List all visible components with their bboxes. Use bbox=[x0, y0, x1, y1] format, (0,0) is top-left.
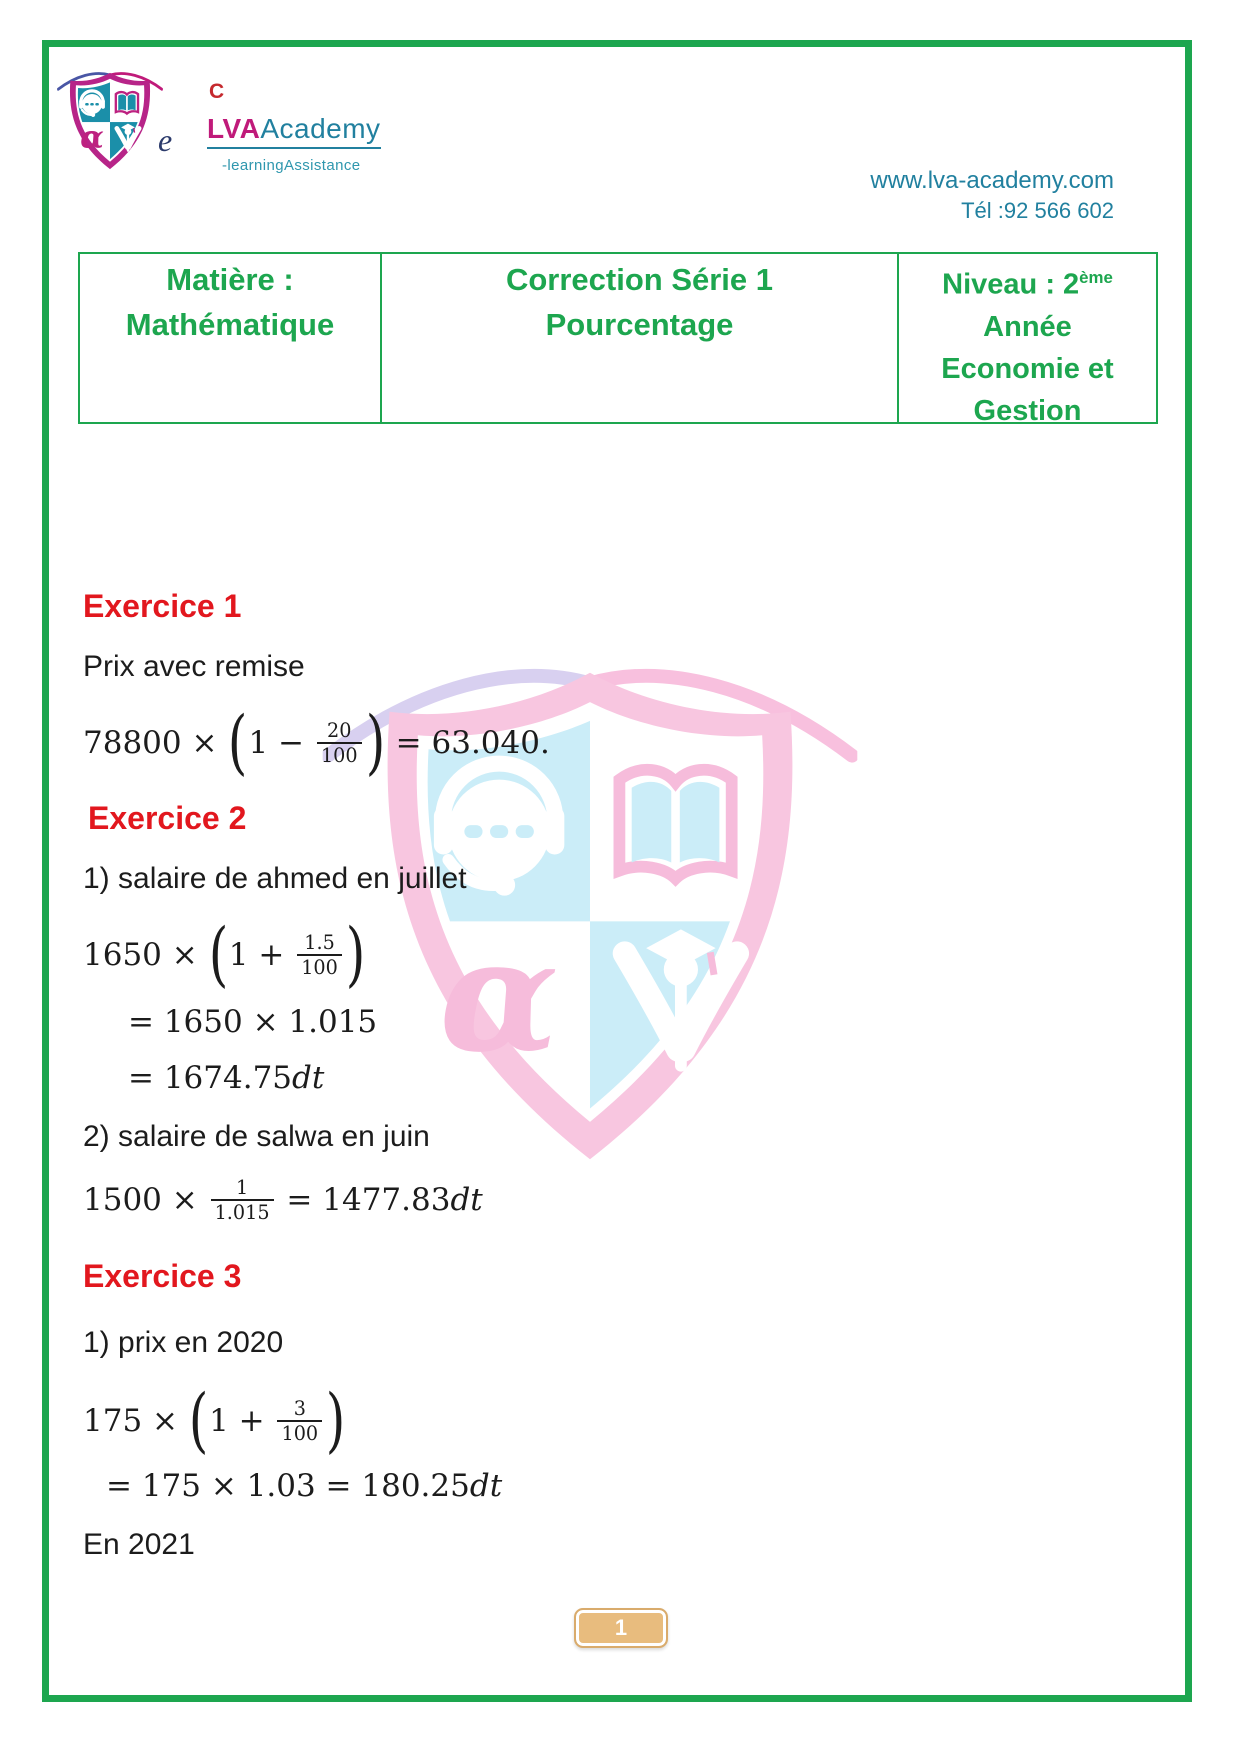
exercise2-heading: Exercice 2 bbox=[88, 800, 247, 836]
brand-lva: LVA bbox=[207, 113, 261, 144]
exercise3-note-2021: En 2021 bbox=[83, 1528, 195, 1561]
title-cell bbox=[382, 254, 899, 422]
exercise2-question2: 2) salaire de salwa en juin bbox=[83, 1120, 430, 1153]
website-url: www.lva-academy.com bbox=[870, 167, 1114, 194]
brand-wordmark bbox=[207, 114, 381, 149]
subject-value: Mathématique bbox=[125, 307, 335, 342]
formula-salary-july-step2: = 1650 × 1.015 bbox=[128, 1004, 378, 1040]
formula-price-2020-result: = 175 × 1.03 = 180.25 dt bbox=[106, 1468, 503, 1504]
level-line1: Niveau : 2ème bbox=[942, 268, 1113, 301]
level-line3: Economie et bbox=[941, 352, 1114, 385]
page-number-badge bbox=[574, 1608, 668, 1648]
doc-title-line1: Correction Série 1 bbox=[505, 262, 774, 297]
subject-cell bbox=[80, 254, 382, 422]
formula-salary-july: 1650 × ( 1 + $\frac{1.5}{100}$ ) bbox=[83, 914, 366, 995]
exercise1-heading: Exercice 1 bbox=[83, 588, 242, 624]
exercise3-heading: Exercice 3 bbox=[83, 1258, 242, 1294]
exercise2-question1: 1) salaire de ahmed en juillet bbox=[83, 862, 467, 895]
subject-label: Matière : bbox=[166, 262, 294, 297]
brand-tagline: -learningAssistance bbox=[222, 157, 361, 174]
logo-letter-c: C bbox=[209, 80, 226, 103]
brand-academy: Academy bbox=[260, 113, 381, 144]
formula-salary-june: 1500 × $\frac{1}{1.015}$ = 1477.83 dt bbox=[83, 1176, 483, 1225]
level-cell bbox=[899, 254, 1156, 427]
logo-script-letter: e bbox=[158, 122, 173, 158]
info-table bbox=[78, 252, 1158, 427]
level-line2: Année bbox=[983, 310, 1072, 343]
formula-salary-july-result: = 1674.75 dt bbox=[128, 1060, 325, 1096]
lva-logo bbox=[54, 66, 166, 176]
page-number: 1 bbox=[614, 1615, 628, 1640]
level-superscript: ème bbox=[1079, 268, 1113, 287]
level-line4: Gestion bbox=[973, 394, 1082, 427]
exercise3-question1: 1) prix en 2020 bbox=[83, 1326, 284, 1359]
doc-title-line2: Pourcentage bbox=[545, 307, 734, 342]
formula-discount: 78800 × ( 1 − $\frac{20}{100}$ ) = 63.040. bbox=[83, 702, 550, 783]
formula-price-2020: 175 × ( 1 + $\frac{3}{100}$ ) bbox=[83, 1380, 346, 1461]
phone-number: Tél :92 566 602 bbox=[961, 198, 1114, 223]
exercise1-intro: Prix avec remise bbox=[83, 650, 305, 683]
